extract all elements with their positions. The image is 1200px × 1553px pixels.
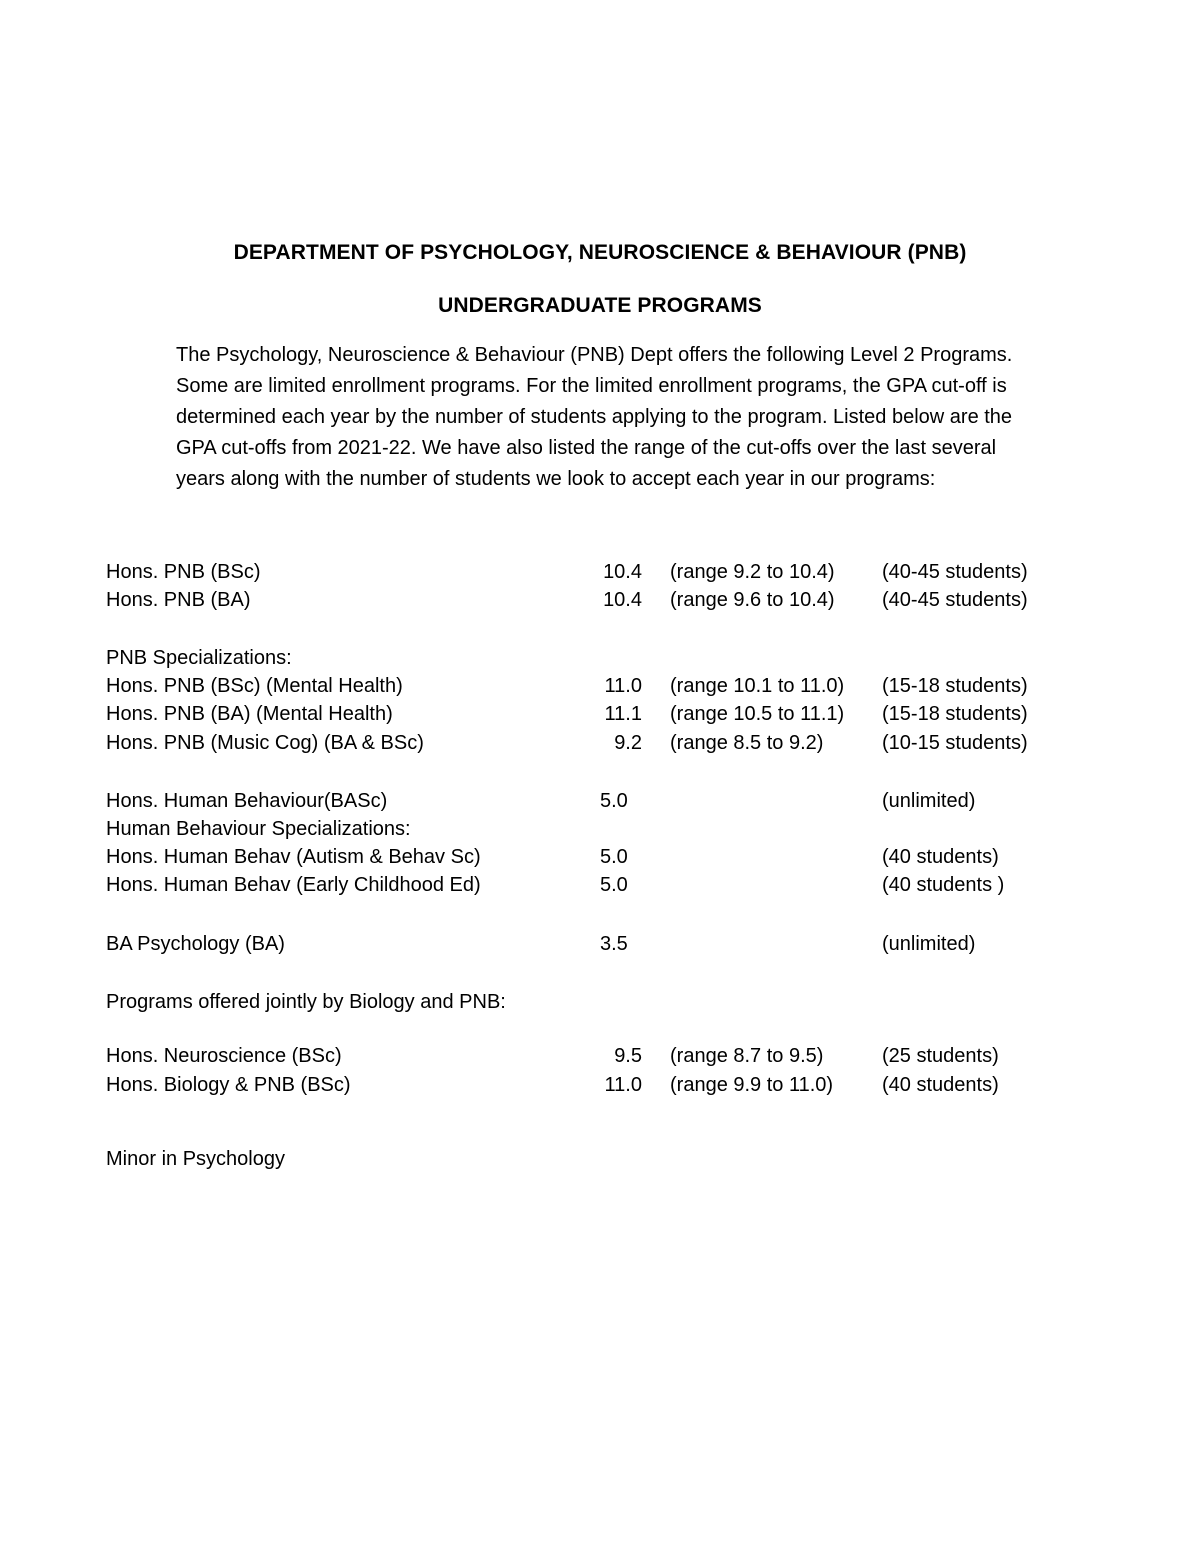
program-count: (15-18 students) [882, 675, 1028, 697]
program-gpa: 9.2 [614, 732, 642, 754]
program-name: Hons. Human Behav (Early Childhood Ed) [106, 874, 481, 896]
program-name: Hons. PNB (BA) (Mental Health) [106, 703, 393, 725]
program-range: (range 10.5 to 11.1) [670, 703, 845, 725]
program-row-hons-pnb-ba [0, 586, 1200, 614]
program-row-music-cog [0, 729, 1200, 757]
program-range: (range 8.7 to 9.5) [670, 1045, 824, 1067]
program-gpa: 11.1 [604, 703, 642, 725]
program-row-hons-pnb-bsc [0, 558, 1200, 586]
intro-line: years along with the number of students we look to accept each year in our programs: [176, 468, 936, 490]
program-range: (range 9.2 to 10.4) [670, 561, 835, 583]
intro-line: Some are limited enrollment programs. For the limited enrollment programs, the GPA cut-off is [176, 375, 1007, 397]
program-name: BA Psychology (BA) [106, 933, 285, 955]
program-count: (40 students) [882, 1074, 999, 1096]
section-heading: Programs offered jointly by Biology and PNB: [106, 991, 506, 1013]
program-count: (15-18 students) [882, 703, 1028, 725]
program-name: Hons. PNB (BA) [106, 589, 251, 611]
program-gpa: 11.0 [604, 675, 642, 697]
program-row-hb-autism [0, 843, 1200, 871]
program-gpa: 5.0 [600, 790, 628, 812]
section-heading-pnb-specializations [0, 644, 1200, 672]
program-name: Hons. Neuroscience (BSc) [106, 1045, 342, 1067]
program-name: Hons. Human Behaviour(BASc) [106, 790, 388, 812]
section-heading: PNB Specializations: [106, 647, 292, 669]
department-title: DEPARTMENT OF PSYCHOLOGY, NEUROSCIENCE & BEHAVIOUR (PNB) [233, 241, 967, 264]
program-count: (40 students) [882, 846, 999, 868]
program-row-ba-psychology [0, 930, 1200, 958]
program-row-human-behaviour [0, 787, 1200, 815]
program-name: Hons. PNB (Music Cog) (BA & BSc) [106, 732, 424, 754]
program-range: (range 8.5 to 9.2) [670, 732, 824, 754]
program-name: Hons. PNB (BSc) (Mental Health) [106, 675, 403, 697]
program-row-biology-pnb [0, 1071, 1200, 1099]
program-row-mental-health-ba [0, 700, 1200, 728]
program-count: (unlimited) [882, 790, 976, 812]
program-count: (25 students) [882, 1045, 999, 1067]
program-range: (range 9.6 to 10.4) [670, 589, 835, 611]
program-count: (40-45 students) [882, 561, 1028, 583]
program-range: (range 9.9 to 11.0) [670, 1074, 834, 1096]
program-name: Hons. Human Behav (Autism & Behav Sc) [106, 846, 481, 868]
section-heading-joint-programs [0, 988, 1200, 1016]
program-gpa: 10.4 [603, 561, 642, 583]
section-heading-human-behaviour-specializations [0, 815, 1200, 843]
intro-line: GPA cut-offs from 2021-22. We have also listed the range of the cut-offs over the last several [176, 437, 997, 459]
program-count: (40-45 students) [882, 589, 1028, 611]
intro-line: determined each year by the number of students applying to the program. Listed below are the [176, 406, 1013, 428]
program-name: Hons. Biology & PNB (BSc) [106, 1074, 351, 1096]
program-name: Minor in Psychology [106, 1148, 285, 1170]
program-count: (10-15 students) [882, 732, 1028, 754]
page-subtitle: UNDERGRADUATE PROGRAMS [438, 294, 762, 317]
program-range: (range 10.1 to 11.0) [670, 675, 845, 697]
program-name: Hons. PNB (BSc) [106, 561, 261, 583]
program-gpa: 3.5 [600, 933, 628, 955]
program-row-mental-health-bsc [0, 672, 1200, 700]
program-gpa: 5.0 [600, 874, 628, 896]
program-count: (unlimited) [882, 933, 976, 955]
program-gpa: 5.0 [600, 846, 628, 868]
program-row-minor [0, 1145, 1200, 1173]
program-gpa: 11.0 [604, 1074, 642, 1096]
program-gpa: 9.5 [614, 1045, 642, 1067]
program-row-hb-early-childhood [0, 871, 1200, 899]
program-count: (40 students ) [882, 874, 1005, 896]
section-heading: Human Behaviour Specializations: [106, 818, 411, 840]
program-row-neuroscience [0, 1042, 1200, 1070]
intro-line: The Psychology, Neuroscience & Behaviour (PNB) Dept offers the following Level 2 Programs. [176, 344, 1013, 366]
program-gpa: 10.4 [603, 589, 642, 611]
